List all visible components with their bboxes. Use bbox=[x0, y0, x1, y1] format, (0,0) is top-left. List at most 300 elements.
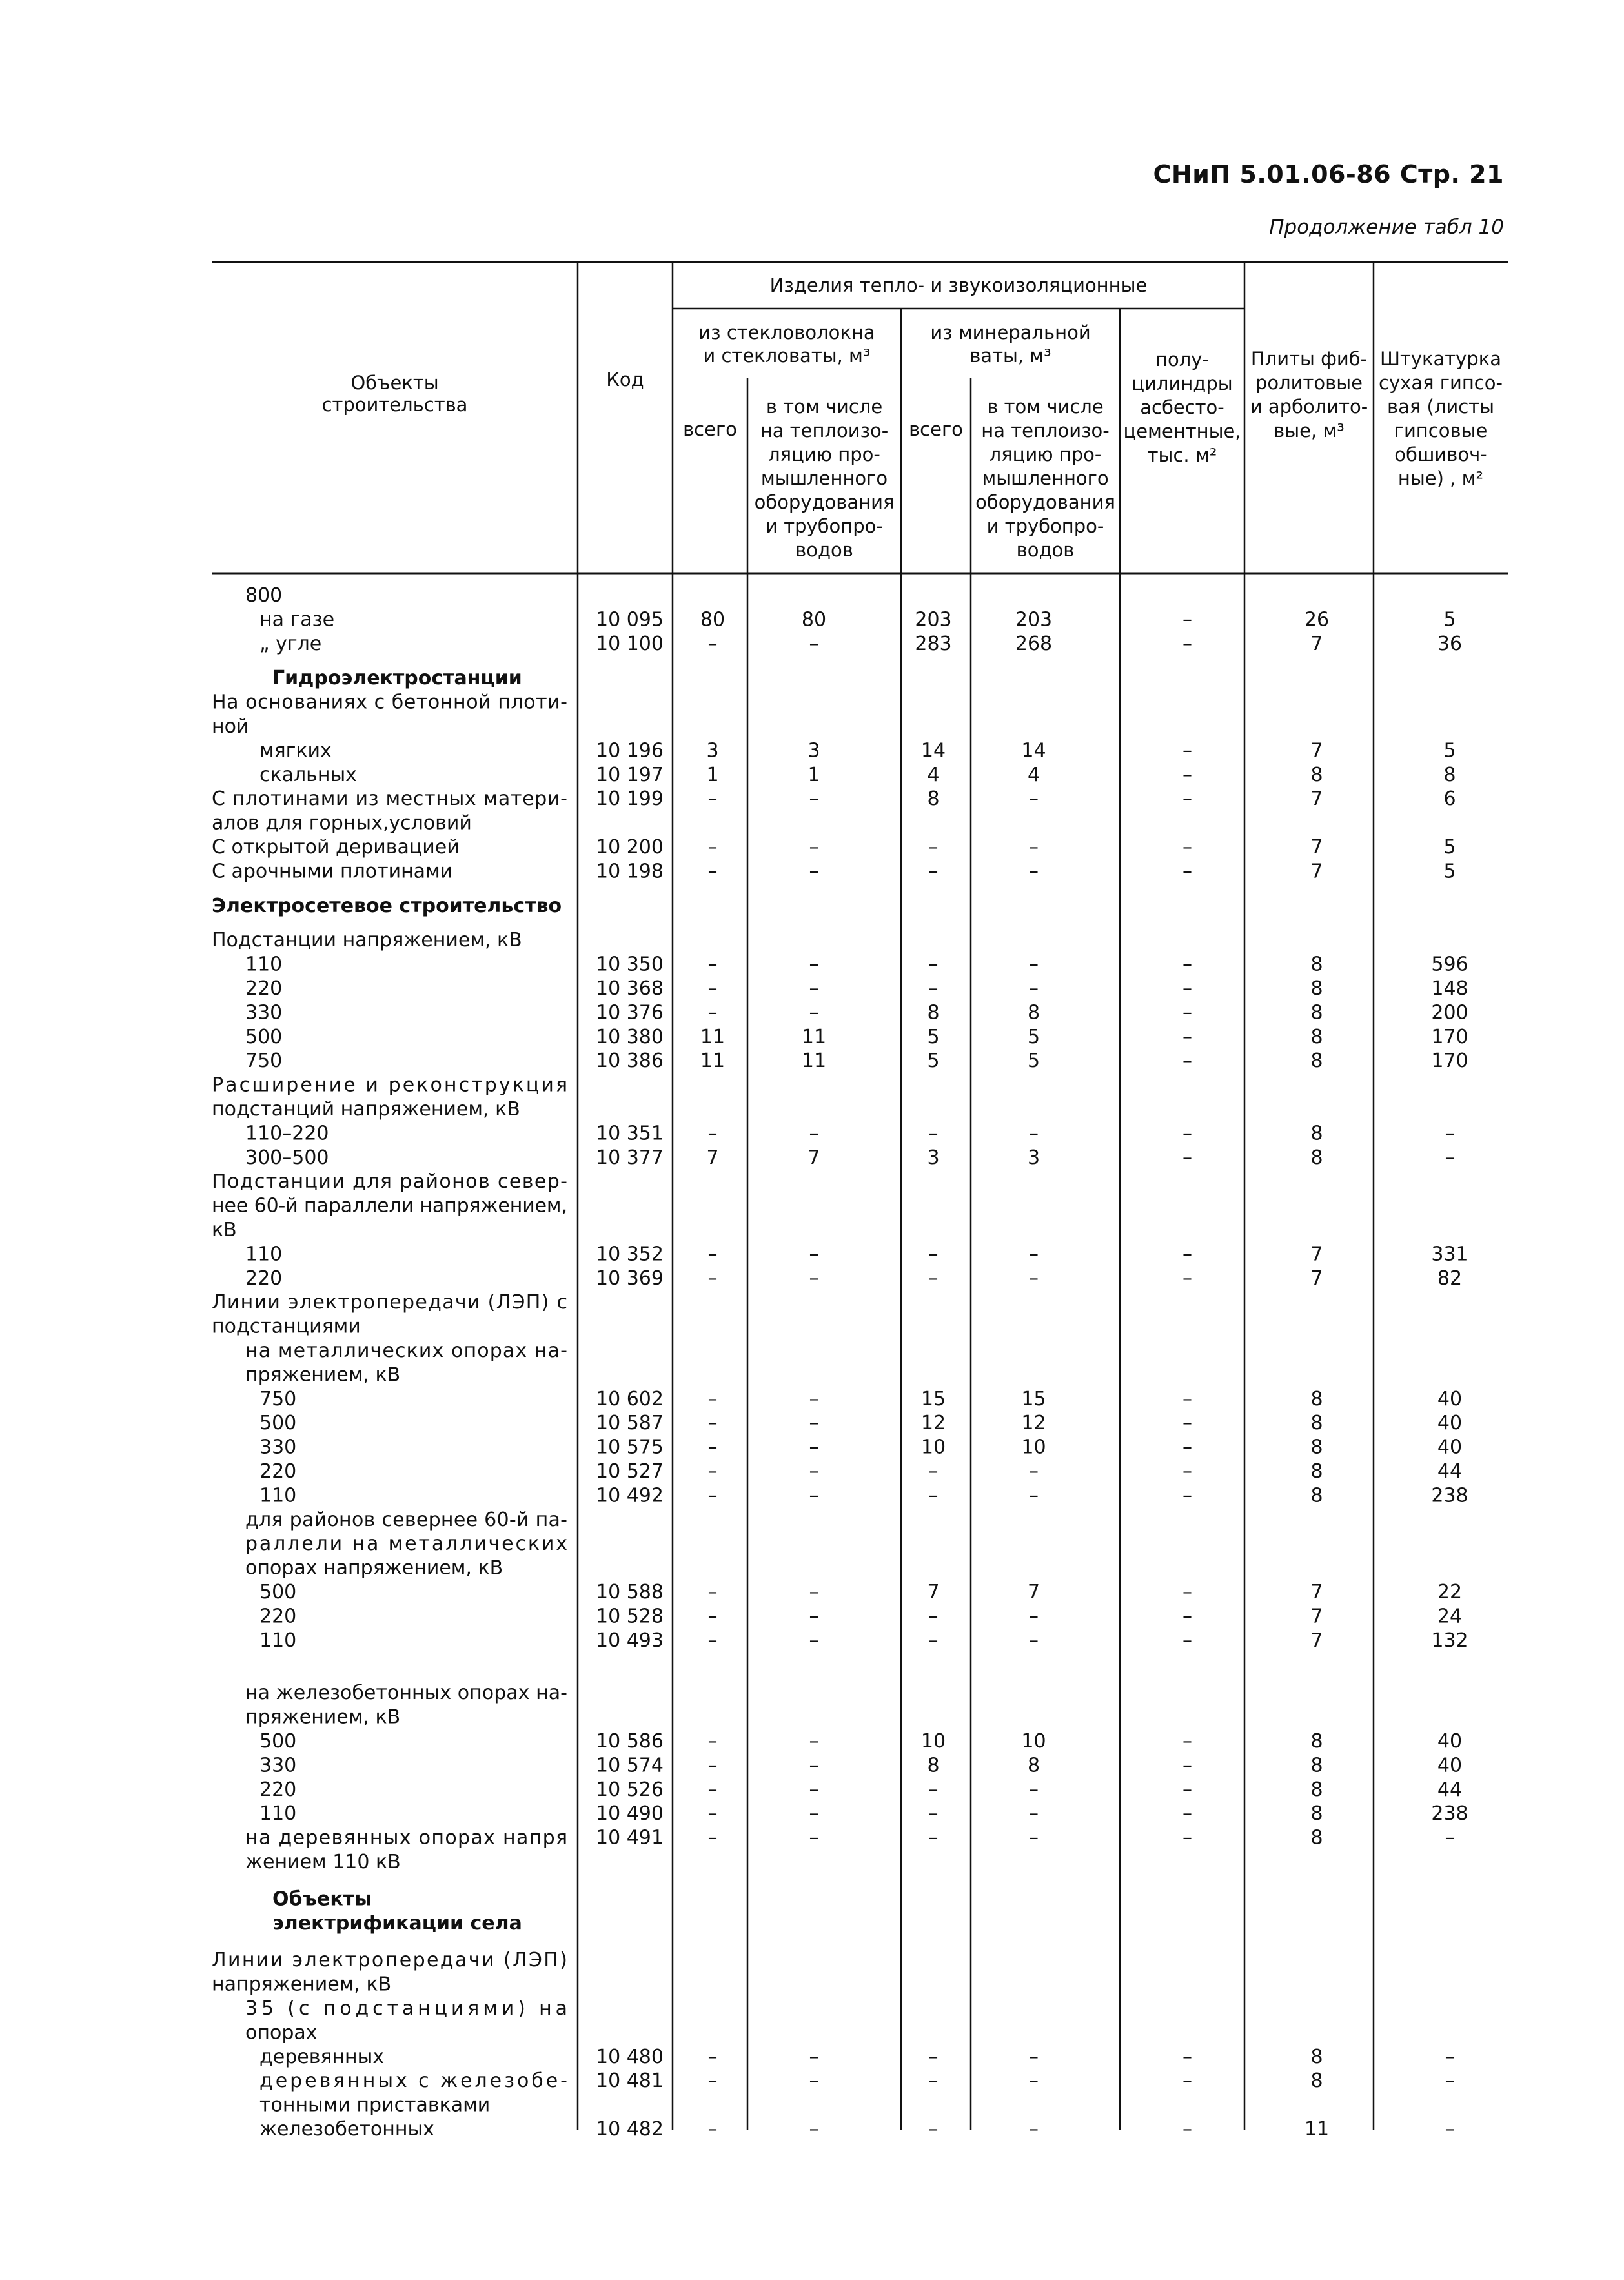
row-value: 7 bbox=[1310, 1581, 1323, 1603]
row-code: 10 380 bbox=[596, 1025, 664, 1048]
row-label: На основаниях с бетонной плоти- bbox=[212, 691, 567, 714]
row-value: – bbox=[1182, 1267, 1192, 1290]
row-value: 8 bbox=[1310, 1484, 1323, 1507]
row-value: 8 bbox=[1027, 1001, 1040, 1024]
row-value: – bbox=[1182, 739, 1192, 762]
row-value: – bbox=[809, 1581, 819, 1603]
row-value: – bbox=[1182, 2045, 1192, 2068]
row-value: – bbox=[1182, 1001, 1192, 1024]
row-label: 750 bbox=[259, 1387, 297, 1410]
table-row bbox=[212, 860, 1456, 882]
row-value: – bbox=[707, 1122, 718, 1145]
row-label: 220 bbox=[259, 1460, 297, 1483]
row-value: 7 bbox=[1310, 788, 1323, 811]
row-value: – bbox=[1182, 2118, 1192, 2141]
row-value: 11 bbox=[700, 1025, 726, 1048]
row-value: 596 bbox=[1431, 953, 1468, 976]
row-value: – bbox=[1182, 2070, 1192, 2093]
row-value: 331 bbox=[1431, 1243, 1468, 1266]
row-code: 10 586 bbox=[596, 1730, 664, 1753]
row-code: 10 369 bbox=[596, 1267, 664, 1290]
row-value: 8 bbox=[927, 788, 940, 811]
table-row bbox=[272, 1888, 522, 1934]
row-value: 82 bbox=[1437, 1267, 1463, 1290]
row-value: 15 bbox=[1021, 1387, 1046, 1410]
row-value: – bbox=[809, 1730, 819, 1753]
row-value: – bbox=[1182, 1146, 1192, 1169]
row-value: – bbox=[1182, 1778, 1192, 1801]
row-code: 10 199 bbox=[596, 788, 664, 811]
row-code: 10 493 bbox=[596, 1629, 664, 1652]
row-value: 7 bbox=[1027, 1581, 1040, 1603]
row-value: – bbox=[809, 1387, 819, 1410]
row-value: 24 bbox=[1437, 1605, 1463, 1628]
row-value: – bbox=[707, 2118, 718, 2141]
row-value: 8 bbox=[1310, 1412, 1323, 1435]
table-row bbox=[212, 788, 1456, 834]
row-value: – bbox=[707, 860, 718, 883]
row-code: 10 100 bbox=[596, 632, 664, 655]
row-value: – bbox=[1029, 1802, 1039, 1826]
table-row bbox=[245, 1146, 1455, 1169]
row-value: – bbox=[1029, 836, 1039, 859]
row-value: 8 bbox=[1310, 2070, 1323, 2093]
row-value: 8 bbox=[1310, 1826, 1323, 1849]
row-value: 8 bbox=[1310, 1387, 1323, 1410]
row-value: – bbox=[1182, 1025, 1192, 1048]
row-value: 10 bbox=[920, 1436, 946, 1459]
row-value: – bbox=[809, 1001, 819, 1024]
row-value: – bbox=[707, 2070, 718, 2093]
row-value: 1 bbox=[706, 763, 719, 786]
row-label-continued: раллели на металлических bbox=[245, 1532, 567, 1556]
row-label-continued: алов для горных,условий bbox=[212, 811, 472, 835]
row-value: 44 bbox=[1437, 1460, 1463, 1483]
row-value: 1 bbox=[807, 763, 820, 786]
row-value: 5 bbox=[1443, 739, 1456, 762]
row-value: – bbox=[1182, 1754, 1192, 1777]
row-value: – bbox=[1182, 1436, 1192, 1459]
row-value: – bbox=[1182, 1605, 1192, 1628]
row-value: – bbox=[1182, 1122, 1192, 1145]
row-label: железобетонных bbox=[259, 2118, 434, 2141]
row-value: 5 bbox=[1443, 860, 1456, 883]
row-label: Электросетевое строительство bbox=[212, 894, 562, 917]
row-value: 8 bbox=[1310, 1050, 1323, 1073]
row-value: – bbox=[1182, 1629, 1192, 1652]
row-value: – bbox=[809, 953, 819, 976]
row-label: деревянных bbox=[259, 2045, 385, 2068]
row-label: на деревянных опорах напря bbox=[245, 1826, 567, 1849]
row-code: 10 602 bbox=[596, 1387, 664, 1410]
row-value: – bbox=[809, 632, 819, 655]
table-row bbox=[212, 1170, 567, 1241]
row-value: – bbox=[928, 2070, 939, 2093]
row-value: – bbox=[707, 1387, 718, 1410]
row-label: Линии электропередачи (ЛЭП) bbox=[212, 1949, 567, 1972]
row-value: 22 bbox=[1437, 1581, 1463, 1603]
table-row bbox=[259, 633, 1462, 655]
row-value: – bbox=[1182, 608, 1192, 631]
row-value: 8 bbox=[1310, 1460, 1323, 1483]
row-value: – bbox=[1445, 2070, 1455, 2093]
row-value: – bbox=[707, 1243, 718, 1266]
row-value: – bbox=[707, 977, 718, 1000]
row-value: 7 bbox=[1310, 1243, 1323, 1266]
row-value: 5 bbox=[927, 1025, 940, 1048]
row-value: 7 bbox=[1310, 836, 1323, 859]
row-value: 8 bbox=[1310, 1778, 1323, 1801]
row-value: – bbox=[1029, 1460, 1039, 1483]
row-value: – bbox=[809, 977, 819, 1000]
table-row bbox=[245, 1001, 1468, 1024]
table-row bbox=[245, 1026, 1468, 1048]
row-value: 170 bbox=[1431, 1025, 1468, 1048]
row-code: 10 482 bbox=[596, 2118, 664, 2141]
row-value: – bbox=[809, 2118, 819, 2141]
table-row bbox=[259, 1605, 1462, 1627]
row-value: 7 bbox=[1310, 1267, 1323, 1290]
row-value: – bbox=[1182, 1050, 1192, 1073]
row-value: 40 bbox=[1437, 1387, 1463, 1410]
row-code: 10 480 bbox=[596, 2045, 664, 2068]
table-row bbox=[259, 1754, 1462, 1776]
row-label: скальных bbox=[259, 763, 357, 786]
row-value: 26 bbox=[1304, 608, 1330, 631]
row-value: 8 bbox=[1310, 1025, 1323, 1048]
row-label: 500 bbox=[259, 1730, 297, 1753]
row-value: – bbox=[809, 1629, 819, 1652]
row-value: – bbox=[707, 1605, 718, 1628]
row-value: – bbox=[707, 1730, 718, 1753]
row-value: 14 bbox=[1021, 739, 1046, 762]
row-code: 10 350 bbox=[596, 953, 664, 976]
table-row bbox=[212, 1074, 567, 1121]
row-code: 10 377 bbox=[596, 1146, 664, 1169]
table-row bbox=[259, 1629, 1468, 1652]
row-label: 110 bbox=[245, 1243, 283, 1266]
row-label: мягких bbox=[259, 739, 332, 762]
row-label: 330 bbox=[259, 1436, 297, 1459]
row-value: – bbox=[1029, 788, 1039, 811]
row-label: на железобетонных опорах на- bbox=[245, 1682, 567, 1705]
row-value: 12 bbox=[1021, 1412, 1046, 1435]
row-code: 10 095 bbox=[596, 608, 664, 631]
row-value: – bbox=[809, 1754, 819, 1777]
row-value: – bbox=[928, 2045, 939, 2068]
row-value: – bbox=[1029, 1243, 1039, 1266]
row-label: для районов севернее 60-й па- bbox=[245, 1508, 567, 1531]
header-total-fiberglass: всего bbox=[683, 418, 737, 440]
row-label: 110 bbox=[259, 1629, 297, 1652]
row-value: 7 bbox=[807, 1146, 820, 1169]
row-value: – bbox=[1029, 1484, 1039, 1507]
row-code: 10 575 bbox=[596, 1436, 664, 1459]
row-value: – bbox=[1182, 1826, 1192, 1849]
row-value: – bbox=[1182, 1412, 1192, 1435]
row-value: 8 bbox=[1310, 1802, 1323, 1826]
row-value: – bbox=[707, 788, 718, 811]
row-value: 5 bbox=[1027, 1025, 1040, 1048]
header-fibrolite: Плиты фиб-ролитовые и арболито-вые, м³ bbox=[1250, 348, 1368, 442]
row-value: – bbox=[1182, 1484, 1192, 1507]
row-code: 10 200 bbox=[596, 836, 664, 859]
row-value: – bbox=[809, 1778, 819, 1801]
row-value: 8 bbox=[1310, 977, 1323, 1000]
row-value: – bbox=[928, 1605, 939, 1628]
table-row bbox=[259, 608, 1456, 631]
row-value: 8 bbox=[1310, 2045, 1323, 2068]
row-value: 8 bbox=[1310, 1730, 1323, 1753]
row-code: 10 574 bbox=[596, 1754, 664, 1777]
row-value: – bbox=[1182, 1802, 1192, 1826]
row-value: – bbox=[707, 1778, 718, 1801]
table-row bbox=[272, 667, 522, 689]
row-value: – bbox=[928, 1460, 939, 1483]
row-label: С арочными плотинами bbox=[212, 860, 453, 883]
row-value: 40 bbox=[1437, 1412, 1463, 1435]
row-value: 7 bbox=[1310, 1629, 1323, 1652]
row-value: – bbox=[809, 1243, 819, 1266]
table-row bbox=[212, 1291, 567, 1338]
row-value: 8 bbox=[1443, 763, 1456, 786]
row-code: 10 197 bbox=[596, 763, 664, 786]
header-half-cylinders: полу-цилиндры асбесто-цементные, тыс. м² bbox=[1123, 349, 1241, 466]
row-label: „ угле bbox=[259, 632, 322, 655]
row-value: 238 bbox=[1431, 1484, 1468, 1507]
row-value: – bbox=[928, 1629, 939, 1652]
row-value: 44 bbox=[1437, 1778, 1463, 1801]
table-row bbox=[245, 1267, 1462, 1290]
row-value: – bbox=[809, 788, 819, 811]
row-value: – bbox=[928, 1778, 939, 1801]
row-value: – bbox=[1182, 632, 1192, 655]
table-row bbox=[245, 1243, 1468, 1265]
row-value: – bbox=[809, 1122, 819, 1145]
row-value: – bbox=[809, 1267, 819, 1290]
row-value: 15 bbox=[920, 1387, 946, 1410]
row-value: – bbox=[1182, 860, 1192, 883]
row-label: Подстанции напряжением, кВ bbox=[212, 929, 522, 952]
row-value: – bbox=[809, 1460, 819, 1483]
row-value: – bbox=[809, 2045, 819, 2068]
row-value: 8 bbox=[1310, 1001, 1323, 1024]
row-label: 750 bbox=[245, 1050, 283, 1073]
row-code: 10 198 bbox=[596, 860, 664, 883]
row-value: 8 bbox=[927, 1754, 940, 1777]
table-row bbox=[212, 929, 522, 952]
row-value: – bbox=[1182, 953, 1192, 976]
row-label-continued: напряжением, кВ bbox=[212, 1973, 392, 1996]
row-value: – bbox=[809, 1436, 819, 1459]
row-value: – bbox=[707, 1581, 718, 1603]
row-label-continued: подстанциями bbox=[212, 1315, 361, 1338]
row-label-continued: пряжением, кВ bbox=[245, 1363, 401, 1387]
table-row bbox=[259, 1730, 1462, 1753]
table-row bbox=[245, 1122, 1455, 1145]
row-value: 10 bbox=[1021, 1436, 1046, 1459]
header-fiberglass-group: из стекловолокна и стекловаты, м³ bbox=[698, 321, 875, 367]
table-continuation-label: Продолжение табл 10 bbox=[1269, 216, 1504, 239]
row-label: 500 bbox=[259, 1412, 297, 1435]
table-row bbox=[245, 1827, 1455, 1873]
row-value: – bbox=[809, 1484, 819, 1507]
row-value: – bbox=[1445, 1122, 1455, 1145]
row-value: 4 bbox=[1027, 763, 1040, 786]
row-value: – bbox=[1182, 1460, 1192, 1483]
row-value: 8 bbox=[1310, 1146, 1323, 1169]
table-row bbox=[259, 2118, 1455, 2141]
row-label: 330 bbox=[259, 1754, 297, 1777]
row-label: С открытой деривацией bbox=[212, 836, 460, 859]
row-value: – bbox=[928, 1802, 939, 1826]
row-label: 220 bbox=[245, 1267, 283, 1290]
row-code: 10 527 bbox=[596, 1460, 664, 1483]
row-value: 14 bbox=[920, 739, 946, 762]
row-value: 5 bbox=[927, 1050, 940, 1073]
row-value: 203 bbox=[1015, 608, 1053, 631]
row-value: – bbox=[1182, 1581, 1192, 1603]
row-value: – bbox=[809, 860, 819, 883]
header-code: Код bbox=[606, 369, 644, 391]
header-objects: Объекты строительства bbox=[321, 372, 468, 416]
table-row bbox=[259, 1388, 1462, 1410]
row-value: 7 bbox=[1310, 1605, 1323, 1628]
row-value: – bbox=[707, 1802, 718, 1826]
row-value: 3 bbox=[807, 739, 820, 762]
table-row bbox=[245, 584, 282, 607]
row-label: Линии электропередачи (ЛЭП) с bbox=[212, 1291, 567, 1314]
row-label: 110 bbox=[245, 953, 283, 976]
table-row bbox=[245, 977, 1468, 1000]
row-value: – bbox=[928, 977, 939, 1000]
row-label: 500 bbox=[245, 1025, 283, 1048]
table-row bbox=[259, 1484, 1468, 1507]
row-value: – bbox=[1029, 860, 1039, 883]
row-value: 268 bbox=[1015, 632, 1053, 655]
row-value: – bbox=[1182, 977, 1192, 1000]
row-value: 132 bbox=[1431, 1629, 1468, 1652]
row-code: 10 351 bbox=[596, 1122, 664, 1145]
row-value: – bbox=[1182, 788, 1192, 811]
row-value: – bbox=[928, 1267, 939, 1290]
row-value: – bbox=[809, 2070, 819, 2093]
row-label: Подстанции для районов север- bbox=[212, 1170, 567, 1194]
row-value: 4 bbox=[927, 763, 940, 786]
row-code: 10 368 bbox=[596, 977, 664, 1000]
row-value: – bbox=[1029, 2070, 1039, 2093]
row-value: – bbox=[707, 836, 718, 859]
row-code: 10 492 bbox=[596, 1484, 664, 1507]
row-value: 8 bbox=[927, 1001, 940, 1024]
table-row bbox=[245, 1339, 567, 1386]
row-value: – bbox=[707, 1754, 718, 1777]
row-value: 5 bbox=[1443, 608, 1456, 631]
row-value: – bbox=[707, 1460, 718, 1483]
row-value: 11 bbox=[700, 1050, 726, 1073]
row-value: 203 bbox=[915, 608, 952, 631]
row-value: – bbox=[928, 953, 939, 976]
row-value: 6 bbox=[1443, 788, 1456, 811]
row-value: 12 bbox=[920, 1412, 946, 1435]
row-value: – bbox=[809, 1412, 819, 1435]
row-value: 8 bbox=[1310, 763, 1323, 786]
row-value: – bbox=[1182, 1243, 1192, 1266]
table-row bbox=[259, 1802, 1468, 1825]
row-value: 5 bbox=[1443, 836, 1456, 859]
row-label-continued: опорах bbox=[245, 2021, 318, 2044]
table-row bbox=[212, 691, 567, 738]
table-row bbox=[259, 1412, 1462, 1434]
header-total-mineral: всего bbox=[909, 418, 963, 440]
row-value: 7 bbox=[1310, 860, 1323, 883]
row-value: – bbox=[928, 1484, 939, 1507]
row-value: – bbox=[1445, 1146, 1455, 1169]
header-mineral-group: из минеральной ваты, м³ bbox=[930, 321, 1091, 367]
table-row bbox=[245, 953, 1468, 976]
row-value: – bbox=[809, 836, 819, 859]
row-value: – bbox=[1445, 2045, 1455, 2068]
row-label: Гидроэлектростанции bbox=[272, 667, 522, 690]
table-row bbox=[245, 1050, 1468, 1072]
table-row bbox=[245, 1682, 567, 1728]
row-label-continued: тонными приставками bbox=[259, 2093, 491, 2117]
header-incl-industrial-fiberglass: в том числе на теплоизо-ляцию про-мышленного оборудования и трубопро-водов bbox=[754, 396, 895, 561]
row-value: – bbox=[1029, 1826, 1039, 1849]
row-value: 11 bbox=[801, 1025, 827, 1048]
row-value: 238 bbox=[1431, 1802, 1468, 1826]
row-value: 36 bbox=[1437, 632, 1463, 655]
row-value: 3 bbox=[927, 1146, 940, 1169]
header-plaster: Штукатурка сухая гипсо-вая (листы гипсовые обшивоч-ные) , м² bbox=[1379, 348, 1503, 489]
row-value: 7 bbox=[1310, 632, 1323, 655]
row-value: 170 bbox=[1431, 1050, 1468, 1073]
row-value: – bbox=[707, 1484, 718, 1507]
row-value: 80 bbox=[801, 608, 827, 631]
row-value: 200 bbox=[1431, 1001, 1468, 1024]
row-label: 330 bbox=[245, 1001, 283, 1024]
row-label: 35 (с подстанциями) на bbox=[245, 1997, 567, 2020]
row-value: 11 bbox=[1304, 2118, 1330, 2141]
row-value: – bbox=[928, 1243, 939, 1266]
row-value: – bbox=[928, 2118, 939, 2141]
row-label-continued: электрификации села bbox=[272, 1911, 522, 1935]
row-label-continued: подстанций напряжением, кВ bbox=[212, 1098, 520, 1121]
row-label-continued: жением 110 кВ bbox=[245, 1851, 401, 1873]
row-value: 40 bbox=[1437, 1730, 1463, 1753]
row-value: 8 bbox=[1310, 953, 1323, 976]
row-value: – bbox=[1029, 1605, 1039, 1628]
row-value: – bbox=[1182, 836, 1192, 859]
row-value: – bbox=[928, 860, 939, 883]
row-value: – bbox=[1029, 977, 1039, 1000]
row-value: – bbox=[707, 1267, 718, 1290]
table-row bbox=[259, 1436, 1462, 1459]
table-row bbox=[259, 2070, 1455, 2116]
row-label: 500 bbox=[259, 1581, 297, 1603]
row-label: Объекты bbox=[272, 1888, 372, 1911]
row-code: 10 386 bbox=[596, 1050, 664, 1073]
row-value: – bbox=[928, 1826, 939, 1849]
row-value: – bbox=[809, 1826, 819, 1849]
row-value: – bbox=[1029, 1122, 1039, 1145]
row-label: 220 bbox=[245, 977, 283, 1000]
row-label: С плотинами из местных матери- bbox=[212, 788, 567, 811]
row-label: 110 bbox=[259, 1802, 297, 1826]
row-value: – bbox=[707, 1436, 718, 1459]
header-incl-industrial-mineral: в том числе на теплоизо-ляцию про-мышленного оборудования и трубопро-водов bbox=[975, 396, 1115, 561]
row-value: 7 bbox=[927, 1581, 940, 1603]
